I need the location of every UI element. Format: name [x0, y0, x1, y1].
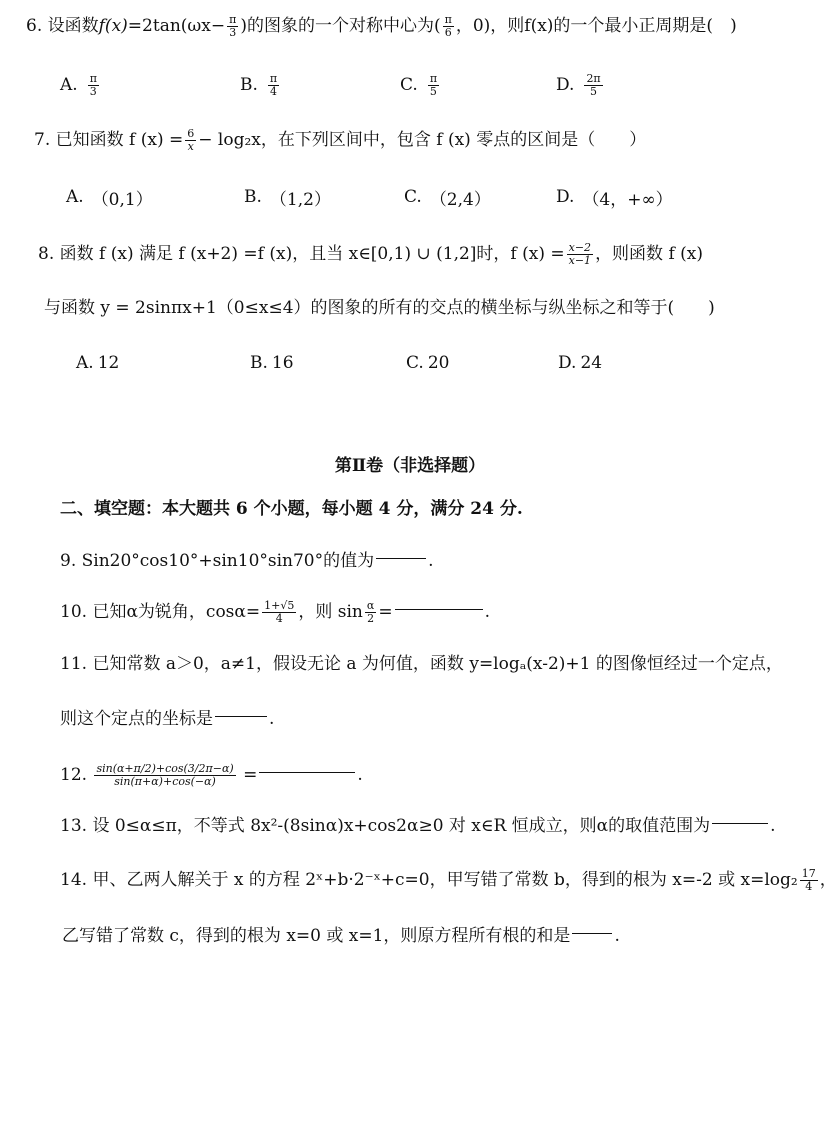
fraction-denominator: 4: [270, 84, 278, 98]
option-letter: B.: [250, 353, 268, 373]
q6-option-d[interactable]: [556, 68, 605, 102]
option-letter: D.: [556, 75, 575, 95]
question-6-mid: )的图象的一个对称中心为(: [240, 16, 441, 36]
question-14-end: .: [614, 926, 620, 946]
option-text: （0,1）: [91, 189, 153, 210]
q7-option-c[interactable]: [404, 180, 491, 214]
question-10-eq: =: [378, 602, 393, 622]
part-heading-text: 二、填空题：本大题共 6 个小题，每小题 4 分，满分 24 分.: [60, 499, 523, 519]
option-letter: C.: [406, 353, 424, 373]
answer-blank[interactable]: [259, 771, 355, 773]
q8-option-d[interactable]: [558, 346, 602, 380]
question-6-eq: =2tan(ωx−: [127, 16, 226, 36]
question-10-end: .: [484, 602, 490, 622]
fraction-numerator: α: [366, 598, 375, 612]
question-6-fx: f(x): [98, 16, 128, 36]
question-10-mid: ，则 sin: [298, 602, 363, 622]
question-12-end: .: [357, 765, 363, 785]
question-6-pre: 设函数: [47, 16, 99, 36]
question-9-end: .: [428, 551, 434, 571]
q7-option-d[interactable]: [556, 180, 673, 214]
fraction-6-x: [185, 128, 196, 153]
option-text: （4，+∞）: [582, 189, 673, 210]
answer-blank[interactable]: [395, 608, 483, 610]
question-8-pre: 函数 f (x) 满足 f (x+2) =f (x)，且当 x∈[0,1) ∪ (1,2]时，f (x) =: [59, 244, 565, 264]
question-12: [60, 758, 363, 792]
question-11-end: .: [269, 709, 275, 729]
section-title: [0, 452, 794, 480]
question-11-line2-text: 则这个定点的坐标是: [60, 709, 213, 729]
fraction-denominator: sin(π+α)+cos(−α): [114, 774, 216, 788]
q8-option-c[interactable]: [406, 346, 449, 380]
fraction-numerator: 2π: [586, 71, 601, 85]
question-6: [26, 12, 737, 40]
fraction-numerator: x−2: [568, 240, 592, 254]
option-letter: C.: [404, 187, 422, 207]
fraction-denominator: 3: [229, 25, 237, 39]
fraction-denominator: x: [187, 139, 194, 153]
option-letter: C.: [400, 75, 418, 95]
fraction-numerator: π: [89, 71, 97, 85]
fraction-denominator: x−1: [568, 253, 592, 267]
option-letter: D.: [556, 187, 575, 207]
question-8-line2-text: 与函数 y = 2sinπx+1（0≤x≤4）的图象的所有的交点的横坐标与纵坐标之和等于( ): [44, 298, 715, 318]
q8-option-a[interactable]: [76, 346, 119, 380]
option-text: 12: [97, 353, 120, 373]
question-11-line-1: [60, 650, 783, 678]
option-letter: D.: [558, 353, 577, 373]
question-7-post: − log₂x，在下列区间中，包含 f (x) 零点的区间是（ ）: [198, 130, 647, 150]
fraction-denominator: 3: [89, 84, 97, 98]
fraction-piecewise: [567, 242, 593, 267]
fraction-expression: [94, 763, 235, 788]
question-7: [34, 126, 646, 154]
fraction-numerator: π: [229, 12, 237, 26]
fraction-pi-3: [227, 14, 238, 39]
fraction-denominator: 5: [429, 84, 437, 98]
q6-option-c[interactable]: [400, 68, 441, 102]
fraction-numerator: 6: [187, 126, 195, 140]
fraction-alpha-2: [365, 600, 376, 625]
question-13: [60, 812, 776, 840]
question-11-line-2: [60, 705, 274, 733]
option-text: 16: [271, 353, 294, 373]
question-6-post: ，0)，则f(x)的一个最小正周期是( ): [455, 16, 737, 36]
q6-option-a[interactable]: [60, 68, 101, 102]
fraction-numerator: 17: [801, 866, 816, 880]
question-8-line-2: [44, 294, 715, 322]
question-13-text: 13. 设 0≤α≤π，不等式 8x²-(8sinα)x+cos2α≥0 对 x∈R 恒成立，则α的取值范围为: [60, 816, 711, 836]
q7-option-a[interactable]: [66, 180, 153, 214]
question-number: 6.: [26, 16, 43, 36]
question-14-line-2: [62, 922, 620, 950]
fraction-denominator: 5: [590, 84, 598, 98]
section-title-text: 第Ⅱ卷（非选择题）: [334, 456, 486, 476]
fraction-pi-6: [443, 14, 454, 39]
fraction-17-4: [800, 868, 818, 893]
q6-option-b[interactable]: [240, 68, 281, 102]
fraction-numerator: π: [429, 71, 438, 85]
fraction-numerator: π: [444, 12, 452, 26]
question-number: 8.: [38, 244, 55, 264]
fraction-numerator: sin(α+π/2)+cos(3/2π−α): [96, 761, 234, 775]
option-fraction: [268, 73, 279, 98]
q7-option-b[interactable]: [244, 180, 331, 214]
answer-blank[interactable]: [376, 557, 426, 559]
part-heading: [60, 495, 523, 523]
question-12-eq: =: [243, 765, 258, 785]
question-10: [60, 598, 490, 626]
option-letter: A.: [66, 187, 84, 207]
question-14-line2-text: 乙写错了常数 c，得到的根为 x=0 或 x=1，则原方程所有根的和是: [62, 926, 571, 946]
question-14-line1-pre: 14. 甲、乙两人解关于 x 的方程 2ˣ+b·2⁻ˣ+c=0，甲写错了常数 b，得到的根为 x=-2 或 x=log₂: [60, 870, 798, 890]
fraction-numerator: 1+√5: [264, 598, 295, 612]
question-11-line1-text: 11. 已知常数 a＞0，a≠1，假设无论 a 为何值，函数 y=logₐ(x-2)+1 的图像恒经过一个定点，: [60, 654, 783, 674]
question-13-end: .: [770, 816, 776, 836]
option-text: 20: [427, 353, 450, 373]
fraction-denominator: 4: [805, 879, 813, 893]
answer-blank[interactable]: [572, 932, 612, 934]
option-fraction: [428, 73, 439, 98]
q8-option-b[interactable]: [250, 346, 294, 380]
fraction-cos: [262, 600, 296, 625]
question-8-post: ，则函数 f (x): [595, 244, 704, 264]
option-text: （1,2）: [269, 189, 331, 210]
answer-blank[interactable]: [215, 715, 267, 717]
question-9-text: 9. Sin20°cos10°+sin10°sin70°的值为: [60, 551, 375, 571]
fraction-denominator: 2: [367, 611, 375, 625]
question-10-pre: 10. 已知α为锐角，cosα=: [60, 602, 261, 622]
question-14-line1-post: ，: [819, 870, 837, 890]
question-8-line-1: [38, 240, 703, 268]
question-number: 7.: [34, 130, 51, 150]
question-14-line-1: [60, 866, 837, 894]
fraction-numerator: π: [269, 71, 278, 85]
fraction-denominator: 6: [444, 25, 452, 39]
fraction-denominator: 4: [275, 611, 283, 625]
option-text: （2,4）: [429, 189, 491, 210]
question-number: 12.: [60, 765, 88, 785]
option-letter: B.: [244, 187, 262, 207]
answer-blank[interactable]: [712, 822, 768, 824]
question-9: [60, 547, 434, 575]
option-letter: A.: [60, 75, 78, 95]
option-letter: A.: [76, 353, 94, 373]
option-fraction: [584, 73, 602, 98]
option-text: 24: [580, 353, 603, 373]
option-letter: B.: [240, 75, 258, 95]
question-7-pre: 已知函数 f (x) =: [55, 130, 184, 150]
option-fraction: [88, 73, 99, 98]
